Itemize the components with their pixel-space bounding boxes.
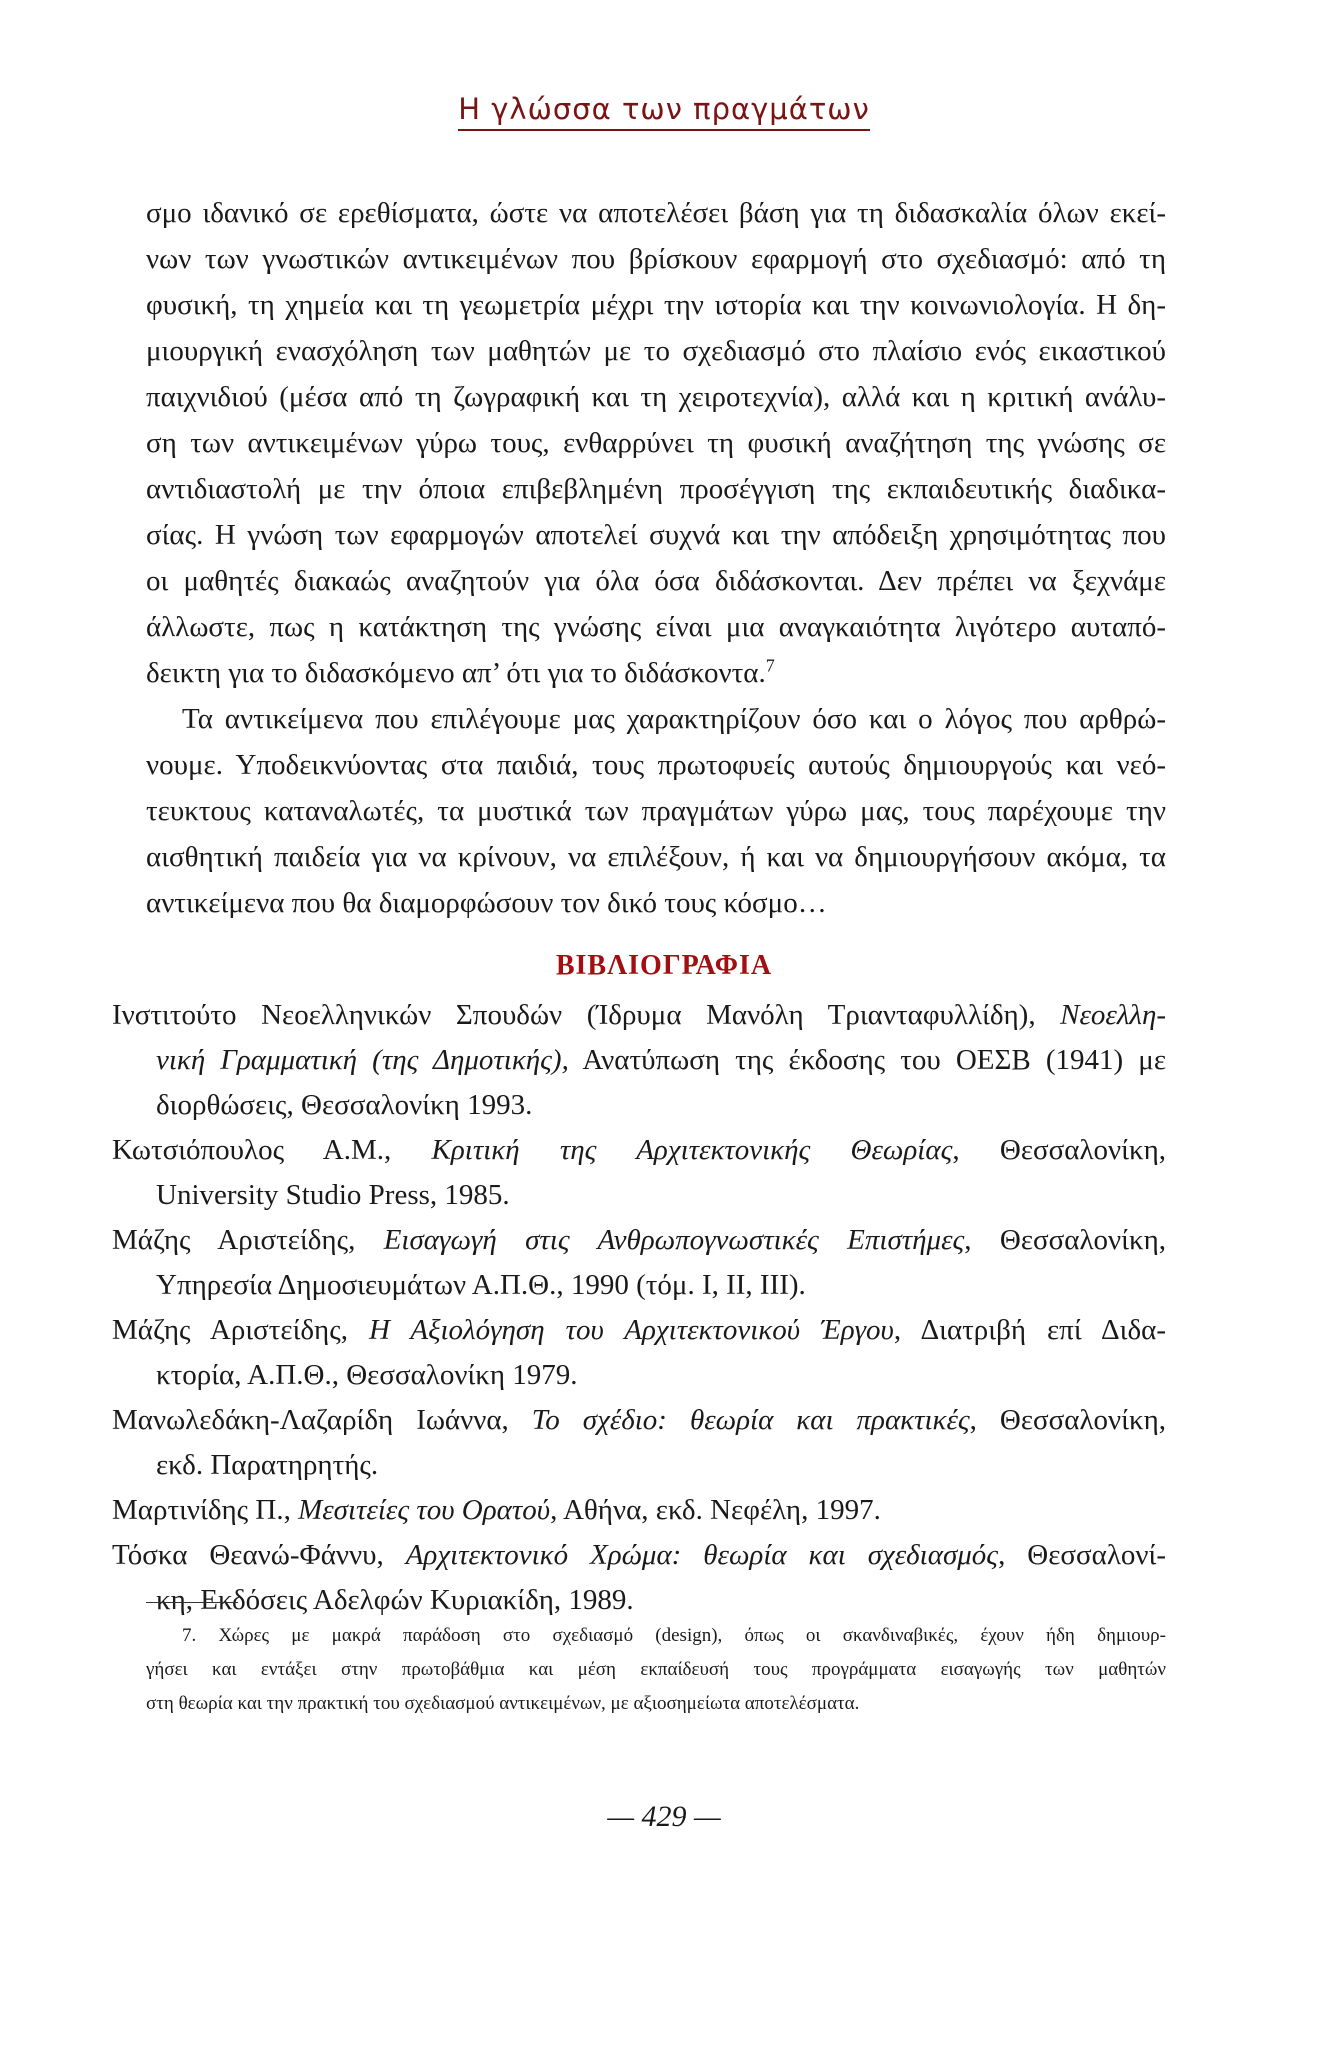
paragraph-1 [146, 190, 1166, 696]
footnote-line: 7. Χώρες με μακρά παράδοση στο σχεδιασμό (design), όπως οι σκανδιναβικές, έχουν ήδη δημιουρ- [182, 1625, 1166, 1646]
entry-line: κη, Εκδόσεις Αδελφών Κυριακίδη, 1989. [156, 1584, 634, 1616]
body-text [146, 190, 1166, 926]
entry-line [112, 1038, 1166, 1083]
bibliography-list [112, 993, 1166, 1623]
entry-title: Νεοελλη- [1060, 999, 1166, 1031]
text-line: τευκτους καταναλωτές, τα μυστικά των πραγμάτων γύρω μας, τους παρέχουμε την [146, 795, 1166, 827]
entry-line: εκδ. Παρατηρητής. [156, 1449, 379, 1481]
text-line: αντιδιαστολή με την όποια επιβεβλημένη προσέγγιση της εκπαιδευτικής διαδικα- [146, 473, 1166, 505]
page-number: — 429 — [607, 1800, 721, 1833]
footnote [146, 1619, 1166, 1721]
bibliography-entry [112, 1308, 1166, 1398]
entry-line: κτορία, Α.Π.Θ., Θεσσαλονίκη 1979. [156, 1359, 578, 1391]
text-line: φυσική, τη χημεία και τη γεωμετρία μέχρι την ιστορία και την κοινωνιολογία. Η δη- [146, 289, 1166, 321]
entry-publisher: , Θεσσαλονίκη, [952, 1134, 1166, 1166]
text-line: ση των αντικειμένων γύρω τους, ενθαρρύνει τη φυσική αναζήτηση της γνώσης σε [146, 427, 1166, 459]
text-line: αισθητική παιδεία για να κρίνουν, να επιλέξουν, ή και να δημιουργήσουν ακόμα, τα [146, 841, 1166, 873]
entry-title: Το σχέδιο: θεωρία και πρακτικές [531, 1404, 970, 1436]
text-line: νουμε. Υποδεικνύοντας στα παιδιά, τους πρωτοφυείς αυτούς δημιουργούς και νεό- [146, 749, 1166, 781]
running-head [0, 92, 1328, 131]
footnote-line: στη θεωρία και την πρακτική του σχεδιασμού αντικειμένων, με αξιοσημείωτα αποτελέσματα. [146, 1693, 860, 1714]
text-line-last [146, 650, 1166, 696]
entry-title: Κριτική της Αρχιτεκτονικής Θεωρίας [431, 1134, 953, 1166]
entry-title: Η Αξιολόγηση του Αρχιτεκτονικού Έργου [368, 1314, 894, 1346]
text-line: οι μαθητές διακαώς αναζητούν για όλα όσα διδάσκονται. Δεν πρέπει να ξεχνάμε [146, 565, 1166, 597]
text-line: παιχνιδιού (μέσα από τη ζωγραφική και τη χειροτεχνία), αλλά και η κριτική ανάλυ- [146, 381, 1166, 413]
entry-line [112, 993, 1166, 1038]
text-line: σίας. Η γνώση των εφαρμογών αποτελεί συχνά και την απόδειξη χρησιμότητας που [146, 519, 1166, 551]
text-line: σμο ιδανικό σε ερεθίσματα, ώστε να αποτελέσει βάση για τη διδασκαλία όλων εκεί- [146, 197, 1166, 229]
entry-line: διορθώσεις, Θεσσαλονίκη 1993. [156, 1089, 533, 1121]
text-line-last: αντικείμενα που θα διαμορφώσουν τον δικό τους κόσμο… [146, 887, 827, 919]
entry-title: Μεσιτείες του Ορατού [298, 1494, 551, 1526]
footnote-line: γήσει και εντάξει στην πρωτοβάθμια και μέση εκπαίδευσή τους προγράμματα εισαγωγής των μαθητών [146, 1659, 1166, 1680]
bibliography-entry [112, 1533, 1166, 1623]
paragraph-2 [146, 696, 1166, 926]
entry-title: Εισαγωγή στις Ανθρωπογνωστικές Επιστήμες [383, 1224, 965, 1256]
bibliography-entry [112, 1398, 1166, 1488]
text-line-content: δεικτη για το διδασκόμενο απ’ ότι για το διδάσκοντα. [146, 657, 766, 689]
entry-author: Ινστιτούτο Νεοελληνικών Σπουδών (Ίδρυμα Μανόλη Τριανταφυλλίδη), [112, 999, 1061, 1031]
bibliography-entry [112, 1218, 1166, 1308]
entry-publisher: , Θεσσαλονίκη, [969, 1404, 1166, 1436]
entry-author: Μανωλεδάκη-Λαζαρίδη Ιωάννα, [112, 1404, 532, 1436]
entry-author: Κωτσιόπουλος Α.Μ., [112, 1134, 432, 1166]
entry-line [112, 1398, 1166, 1443]
entry-title: νική Γραμματική (της Δημοτικής), [156, 1044, 569, 1076]
entry-author: Μάζης Αριστείδης, [112, 1224, 384, 1256]
bibliography-entry [112, 1128, 1166, 1218]
running-head-title: Η γλώσσα των πραγμάτων [458, 92, 870, 131]
entry-line [112, 1218, 1166, 1263]
entry-author: Τόσκα Θεανώ-Φάννυ, [112, 1539, 406, 1571]
footnote-rule [146, 1602, 238, 1603]
entry-publisher: , Θεσσαλονίκη, [964, 1224, 1166, 1256]
entry-line [112, 1128, 1166, 1173]
text-line: άλλωστε, πως η κατάκτηση της γνώσης είναι μια αναγκαιότητα λιγότερο αυταπό- [146, 611, 1166, 643]
entry-publisher: , Θεσσαλονί- [998, 1539, 1166, 1571]
entry-title: Αρχιτεκτονικό Χρώμα: θεωρία και σχεδιασμός [405, 1539, 999, 1571]
text-line: νων των γνωστικών αντικειμένων που βρίσκουν εφαρμογή στο σχεδιασμό: από τη [146, 243, 1166, 275]
text-line: μιουργική ενασχόληση των μαθητών με το σχεδιασμό στο πλαίσιο ενός εικαστικού [146, 335, 1166, 367]
bibliography-heading: ΒΙΒΛΙΟΓΡΑΦΙΑ [555, 950, 773, 981]
entry-author: Μάζης Αριστείδης, [112, 1314, 369, 1346]
entry-line [112, 1308, 1166, 1353]
footnote-reference[interactable]: 7 [765, 655, 775, 676]
bibliography-entry [112, 1488, 1166, 1533]
entry-publisher: Ανατύπωση της έκδοσης του ΟΕΣΒ (1941) με [568, 1044, 1166, 1076]
entry-line: Υπηρεσία Δημοσιευμάτων Α.Π.Θ., 1990 (τόμ. Ι, ΙΙ, ΙΙΙ). [156, 1269, 806, 1301]
entry-line: University Studio Press, 1985. [156, 1179, 510, 1211]
entry-publisher: , Διατριβή επί Διδα- [893, 1314, 1166, 1346]
entry-line [112, 1533, 1166, 1578]
bibliography-entry [112, 993, 1166, 1128]
entry-author: Μαρτινίδης Π., [112, 1494, 299, 1526]
entry-publisher: , Αθήνα, εκδ. Νεφέλη, 1997. [550, 1494, 881, 1526]
entry-line [112, 1488, 1166, 1533]
text-line: Τα αντικείμενα που επιλέγουμε μας χαρακτηρίζουν όσο και ο λόγος που αρθρώ- [182, 703, 1166, 735]
